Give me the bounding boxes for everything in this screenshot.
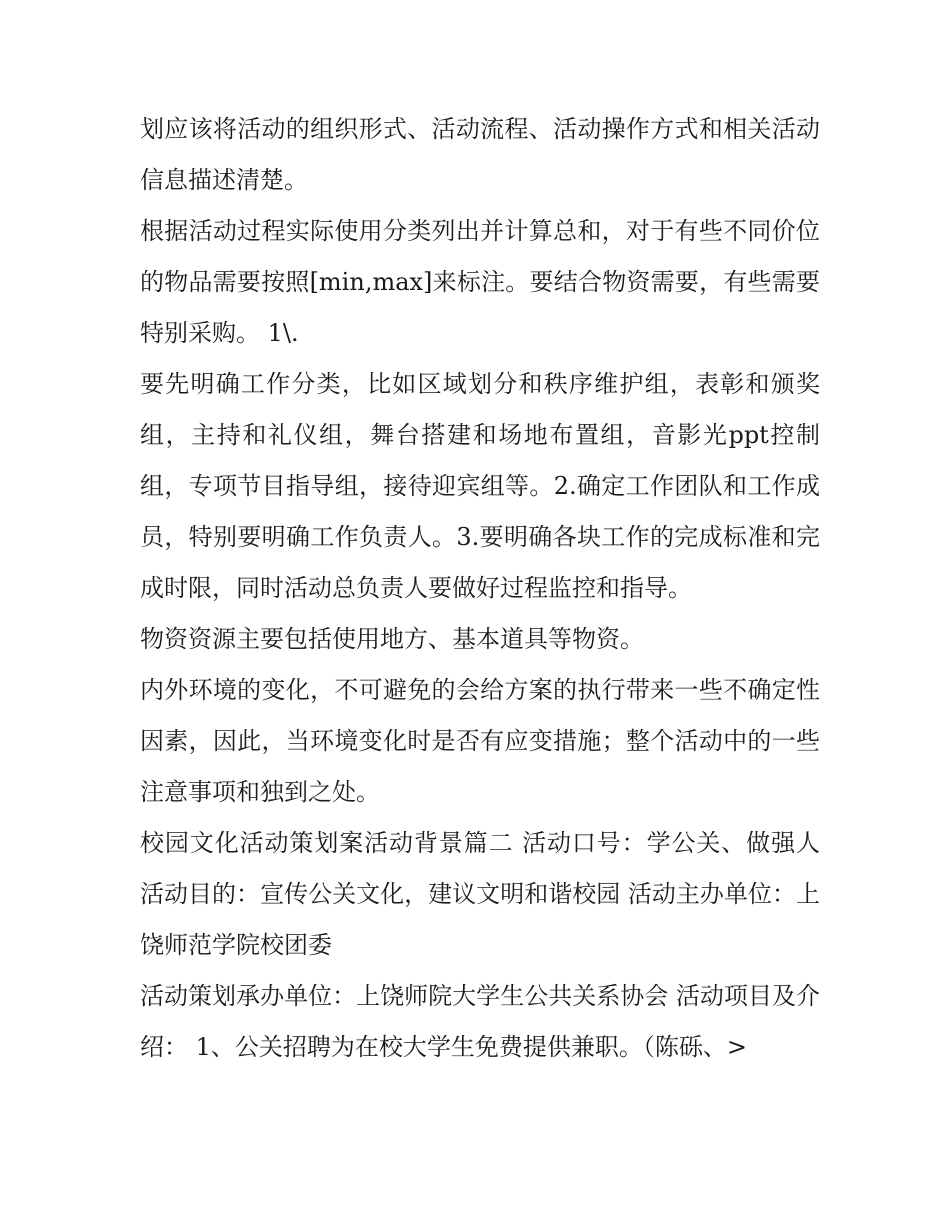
paragraph-campus-plan-intro: 校园文化活动策划案活动背景篇二 活动口号：学公关、做强人 活动目的：宣传公关文化，建议文明和谐校园 活动主办单位：上饶师范学院校团委: [140, 829, 820, 959]
paragraph-organizer-projects: 活动策划承办单位：上饶师院大学生公共关系协会 活动项目及介绍： 1、公关招聘为在校大学生免费提供兼职。（陈砾、>: [140, 982, 820, 1061]
document-body: [140, 104, 820, 1073]
paragraph-activity-description: 划应该将活动的组织形式、活动流程、活动操作方式和相关活动信息描述清楚。: [140, 115, 820, 194]
paragraph-contingency: 内外环境的变化，不可避免的会给方案的执行带来一些不确定性因素，因此，当环境变化时是否有应变措施；整个活动中的一些注意事项和独到之处。: [140, 676, 820, 806]
paragraph-resources: 物资资源主要包括使用地方、基本道具等物资。: [140, 625, 644, 653]
paragraph-work-division: 要先明确工作分类，比如区域划分和秩序维护组，表彰和颁奖组，主持和礼仪组，舞台搭建和场地布置组，音影光ppt控制组，专项节目指导组，接待迎宾组等。2.确定工作团队和工作成员，特别要明确工作负责人。3.要明确各块工作的完成标准和完成时限，同时活动总负责人要做好过程监控和指导。: [140, 370, 820, 602]
paragraph-budget: 根据活动过程实际使用分类列出并计算总和，对于有些不同价位的物品需要按照[min,max]来标注。要结合物资需要，有些需要特别采购。 1\.: [140, 217, 820, 347]
